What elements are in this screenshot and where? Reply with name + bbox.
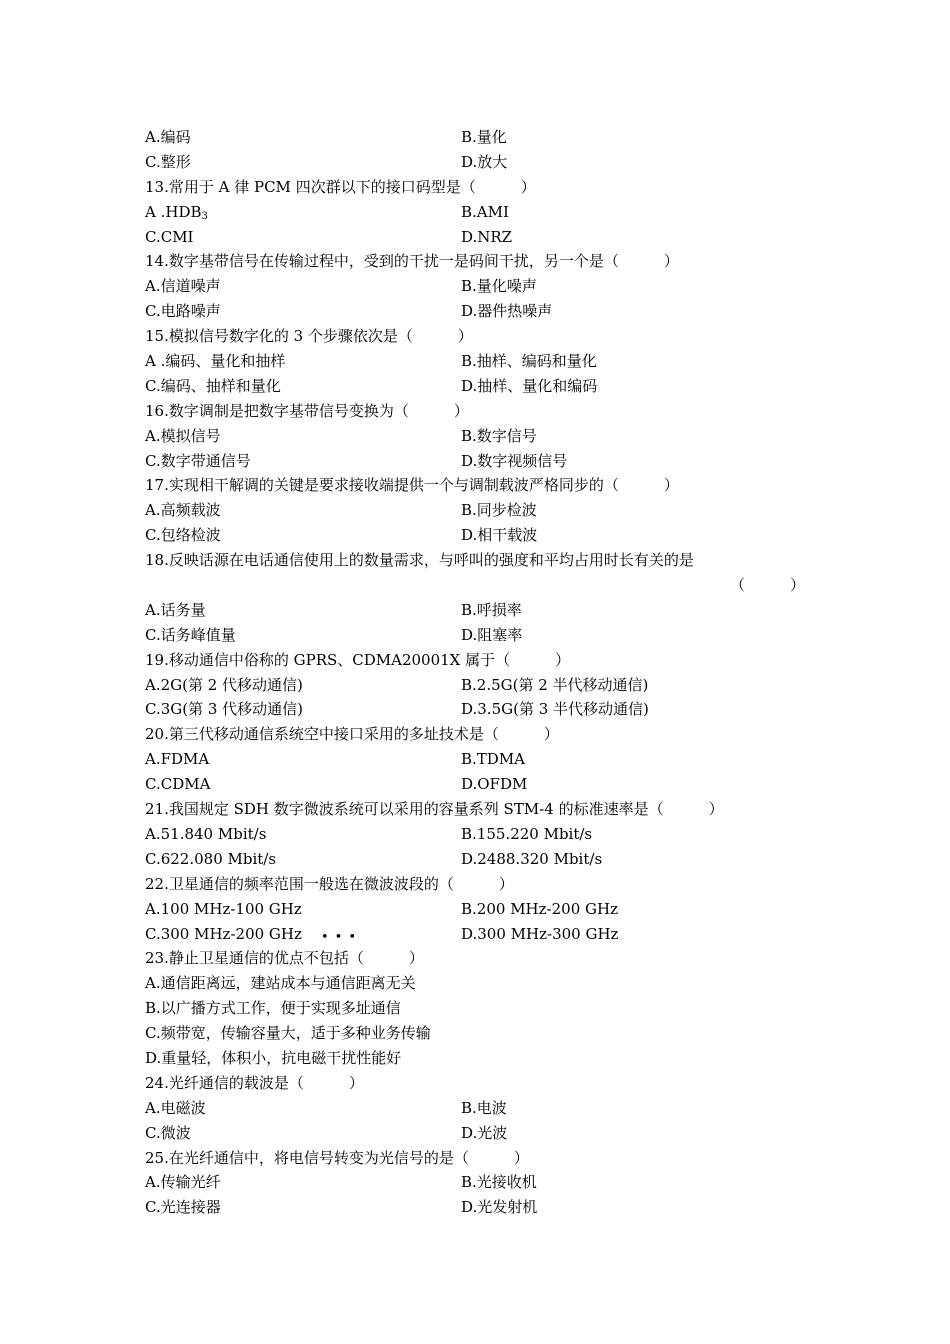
answer-parenthesis-row	[145, 573, 805, 598]
option-right: B.量化噪声	[461, 277, 537, 296]
question-text: 16.数字调制是把数字基带信号变换为（ ）	[145, 401, 469, 420]
option-row	[145, 1096, 805, 1121]
option-right: B.AMI	[461, 202, 509, 221]
option-row	[145, 424, 805, 449]
question-text: 24.光纤通信的载波是（ ）	[145, 1073, 364, 1092]
option-row	[145, 673, 805, 698]
option-left: A.传输光纤	[145, 1173, 221, 1192]
option-left: C.3G(第 3 代移动通信)	[145, 700, 304, 719]
answer-parenthesis: （ ）	[730, 576, 806, 595]
question-stem	[145, 175, 805, 200]
question-stem	[145, 648, 805, 673]
option-row	[145, 523, 805, 548]
option-row-full	[145, 1021, 805, 1046]
option-right: B.2.5G(第 2 半代移动通信)	[461, 675, 649, 694]
option-left: A .编码、量化和抽样	[145, 352, 286, 371]
option-right: B.抽样、编码和量化	[461, 352, 597, 371]
question-stem	[145, 324, 805, 349]
option-right: D.抽样、量化和编码	[461, 376, 598, 395]
option-left: C.编码、抽样和量化	[145, 376, 281, 395]
question-text: 20.第三代移动通信系统空中接口采用的多址技术是（ ）	[145, 725, 559, 744]
question-stem	[145, 249, 805, 274]
option-full: A.通信距离远，建站成本与通信距离无关	[145, 974, 416, 993]
option-left-text: A .HDB	[145, 202, 202, 221]
question-text: 23.静止卫星通信的优点不包括（ ）	[145, 949, 424, 968]
option-right: B.光接收机	[461, 1173, 537, 1192]
option-left: A.信道噪声	[145, 277, 221, 296]
option-right: D.OFDM	[461, 775, 528, 794]
option-right: B.数字信号	[461, 426, 537, 445]
exam-question-list	[145, 125, 805, 1220]
option-right: B.量化	[461, 128, 507, 146]
option-row	[145, 623, 805, 648]
question-text: 14.数字基带信号在传输过程中，受到的干扰一是码间干扰，另一个是（ ）	[145, 252, 679, 271]
option-right: B.电波	[461, 1098, 507, 1117]
option-right: D.300 MHz-300 GHz	[461, 924, 619, 943]
option-left: A.话务量	[145, 600, 206, 619]
option-left: A.模拟信号	[145, 426, 221, 445]
question-stem	[145, 797, 805, 822]
question-stem	[145, 548, 805, 573]
option-row	[145, 449, 805, 474]
option-left: C.数字带通信号	[145, 451, 251, 470]
option-right: D.阻塞率	[461, 625, 523, 644]
option-row-full	[145, 1046, 805, 1071]
option-right: D.NRZ	[461, 227, 513, 246]
option-row	[145, 225, 805, 250]
question-text: 22.卫星通信的频率范围一般选在微波波段的（ ）	[145, 874, 514, 893]
question-stem	[145, 1071, 805, 1096]
option-right: D.数字视频信号	[461, 451, 568, 470]
question-text: 17.实现相干解调的关键是要求接收端提供一个与调制载波严格同步的（ ）	[145, 476, 679, 495]
option-row	[145, 747, 805, 772]
question-text: 25.在光纤通信中，将电信号转变为光信号的是（ ）	[145, 1148, 529, 1167]
option-right: B.TDMA	[461, 750, 526, 769]
option-left: C.CMI	[145, 227, 194, 246]
option-row	[145, 822, 805, 847]
option-row	[145, 349, 805, 374]
option-right: D.光波	[461, 1123, 508, 1142]
option-left: C.微波	[145, 1123, 191, 1142]
option-left: A.编码	[145, 128, 191, 146]
option-row	[145, 274, 805, 299]
option-right: D.相干载波	[461, 526, 538, 545]
option-right: D.器件热噪声	[461, 302, 553, 321]
option-row	[145, 1195, 805, 1220]
option-left: A.51.840 Mbit/s	[145, 824, 267, 843]
option-left: A.电磁波	[145, 1098, 206, 1117]
option-left: C.光连接器	[145, 1198, 221, 1217]
option-right: B.155.220 Mbit/s	[461, 824, 593, 843]
option-left: C.622.080 Mbit/s	[145, 849, 277, 868]
option-left: C.包络检波	[145, 526, 221, 545]
option-right: D.放大	[461, 152, 508, 171]
question-text: 15.模拟信号数字化的 3 个步骤依次是（ ）	[145, 327, 473, 346]
question-text: 18.反映话源在电话通信使用上的数量需求，与呼叫的强度和平均占用时长有关的是	[145, 551, 694, 570]
option-left: C.整形	[145, 152, 191, 171]
option-right: D.光发射机	[461, 1198, 538, 1217]
question-text: 21.我国规定 SDH 数字微波系统可以采用的容量系列 STM-4 的标准速率是（ ）	[145, 800, 724, 819]
question-text: 13.常用于 A 律 PCM 四次群以下的接口码型是（ ）	[145, 177, 536, 196]
option-row	[145, 772, 805, 797]
option-row	[145, 200, 805, 225]
option-left: A.FDMA	[145, 750, 210, 769]
option-left: C.话务峰值量	[145, 625, 236, 644]
question-stem	[145, 399, 805, 424]
question-stem	[145, 473, 805, 498]
option-right: D.3.5G(第 3 半代移动通信)	[461, 700, 649, 719]
option-row	[145, 897, 805, 922]
option-right: B.同步检波	[461, 501, 537, 520]
option-right: B.200 MHz-200 GHz	[461, 899, 618, 918]
option-row	[145, 374, 805, 399]
emphasis-dots: •••	[321, 930, 363, 946]
option-full: D.重量轻，体积小，抗电磁干扰性能好	[145, 1048, 402, 1067]
option-left: C.CDMA	[145, 775, 211, 794]
option-left: C.300 MHz-200 GHz	[145, 924, 302, 943]
question-stem	[145, 1146, 805, 1171]
option-right: D.2488.320 Mbit/s	[461, 849, 603, 868]
option-row	[145, 150, 805, 175]
question-stem	[145, 722, 805, 747]
option-left: A.高频载波	[145, 501, 221, 520]
option-left: A.100 MHz-100 GHz	[145, 899, 302, 918]
option-row	[145, 598, 805, 623]
question-text: 19.移动通信中俗称的 GPRS、CDMA20001X 属于（ ）	[145, 650, 571, 669]
option-row	[145, 125, 805, 150]
option-row	[145, 1170, 805, 1195]
option-left: C.电路噪声	[145, 302, 221, 321]
option-row	[145, 1121, 805, 1146]
question-stem	[145, 872, 805, 897]
option-row-full	[145, 971, 805, 996]
option-row	[145, 498, 805, 523]
option-row-full	[145, 996, 805, 1021]
option-left: A.2G(第 2 代移动通信)	[145, 675, 303, 694]
option-full: B.以广播方式工作，便于实现多址通信	[145, 999, 401, 1018]
option-row	[145, 299, 805, 324]
option-left-subscript: 3	[201, 210, 208, 222]
option-full: C.频带宽，传输容量大，适于多种业务传输	[145, 1024, 431, 1043]
option-right: B.呼损率	[461, 600, 522, 619]
option-row	[145, 847, 805, 872]
option-row	[145, 697, 805, 722]
option-row	[145, 922, 805, 947]
